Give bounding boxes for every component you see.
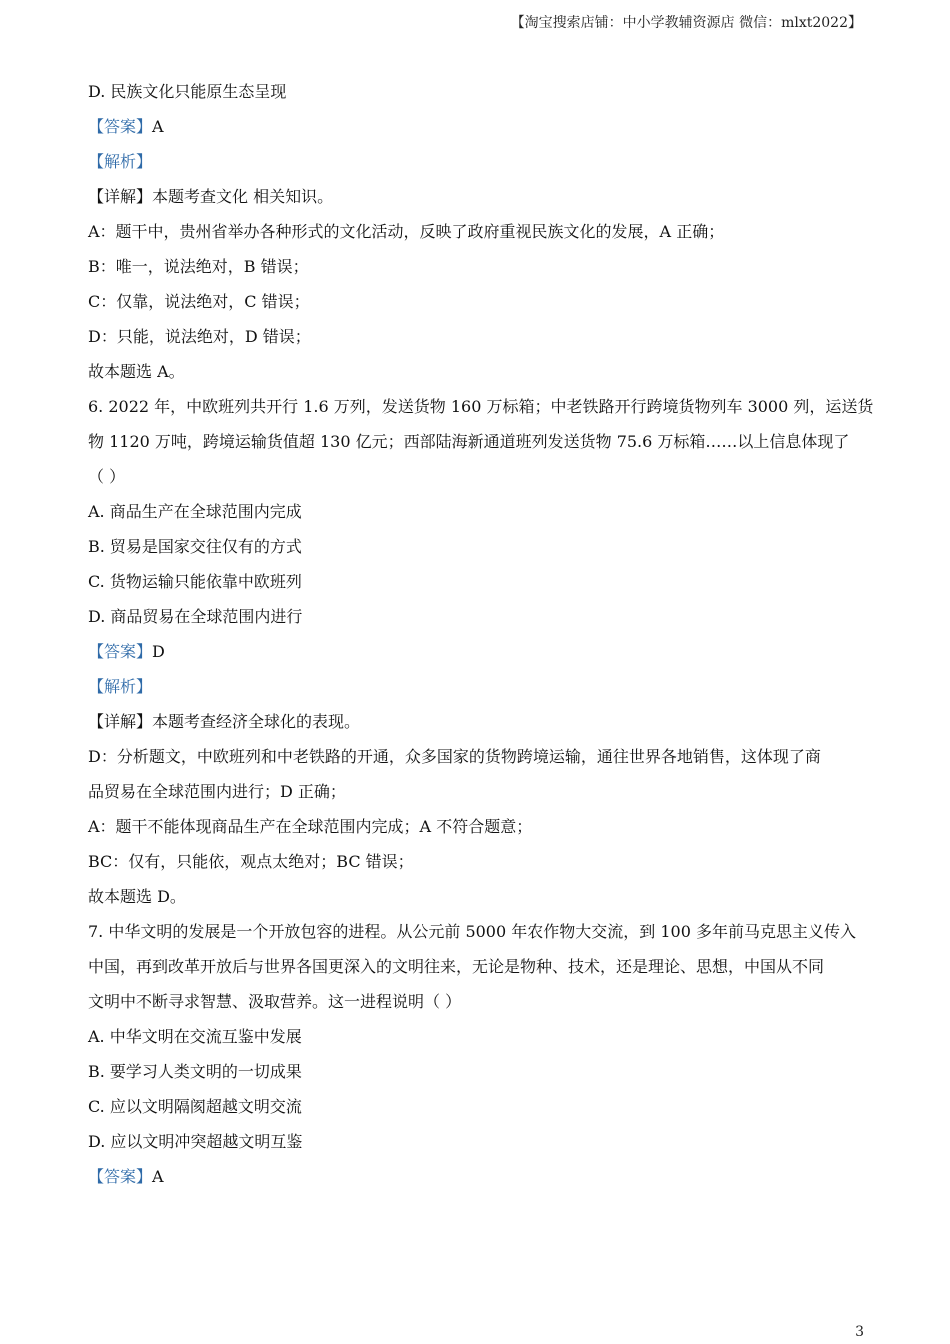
line-text: A. 商品生产在全球范围内完成	[88, 502, 302, 521]
line-text: D. 民族文化只能原生态呈现	[88, 82, 287, 101]
line-text: B. 要学习人类文明的一切成果	[88, 1062, 302, 1081]
line-text: A：题干中，贵州省举办各种形式的文化活动，反映了政府重视民族文化的发展，A 正确；	[88, 222, 725, 241]
text-line	[88, 179, 868, 214]
section-marker-line	[88, 109, 868, 144]
text-line	[88, 529, 868, 564]
text-line	[88, 249, 868, 284]
text-line	[88, 564, 868, 599]
text-line	[88, 1124, 868, 1159]
section-marker-line	[88, 669, 868, 704]
section-tag: 【答案】	[88, 117, 153, 136]
text-line	[88, 914, 868, 949]
line-text: 6. 2022 年，中欧班列共开行 1.6 万列，发送货物 160 万标箱；中老铁路开行跨境货物列车 3000 列，运送货	[88, 397, 874, 416]
section-marker-line	[88, 144, 868, 179]
section-tag: 【答案】	[88, 642, 153, 661]
page-number: 3	[855, 1324, 864, 1340]
line-text: 中国，再到改革开放后与世界各国更深入的文明往来，无论是物种、技术，还是理论、思想，中国从不同	[88, 957, 825, 976]
line-text: A	[152, 1167, 164, 1186]
section-tag: 【答案】	[88, 1167, 153, 1186]
line-text: D. 应以文明冲突超越文明互鉴	[88, 1132, 303, 1151]
text-line	[88, 704, 868, 739]
line-text: D：分析题文，中欧班列和中老铁路的开通，众多国家的货物跨境运输，通往世界各地销售，这体现了商	[88, 747, 821, 766]
text-line	[88, 74, 868, 109]
section-tag: 【解析】	[88, 677, 153, 696]
section-marker-line	[88, 1159, 868, 1194]
text-line	[88, 354, 868, 389]
text-line	[88, 424, 868, 459]
line-text: 【详解】本题考查经济全球化的表现。	[88, 712, 361, 731]
line-text: D：只能，说法绝对，D 错误；	[88, 327, 311, 346]
line-text: A：题干不能体现商品生产在全球范围内完成；A 不符合题意；	[88, 817, 533, 836]
text-line	[88, 879, 868, 914]
line-text: D	[152, 642, 165, 661]
text-line	[88, 599, 868, 634]
text-line	[88, 319, 868, 354]
line-text: C. 货物运输只能依靠中欧班列	[88, 572, 302, 591]
text-line	[88, 494, 868, 529]
text-line	[88, 739, 868, 774]
line-text: 品贸易在全球范围内进行；D 正确；	[88, 782, 346, 801]
line-text: 故本题选 D。	[88, 887, 186, 906]
text-line	[88, 1089, 868, 1124]
line-text: B. 贸易是国家交往仅有的方式	[88, 537, 302, 556]
text-line	[88, 984, 868, 1019]
text-line	[88, 459, 868, 494]
text-line	[88, 949, 868, 984]
line-text: A	[152, 117, 164, 136]
line-text: C：仅靠，说法绝对，C 错误；	[88, 292, 310, 311]
text-line	[88, 1054, 868, 1089]
text-line	[88, 809, 868, 844]
line-text: D. 商品贸易在全球范围内进行	[88, 607, 303, 626]
line-text: 物 1120 万吨，跨境运输货值超 130 亿元；西部陆海新通道班列发送货物 75.6 万标箱……以上信息体现了	[88, 432, 850, 451]
text-line	[88, 284, 868, 319]
line-text: 文明中不断寻求智慧、汲取营养。这一进程说明（ ）	[88, 992, 462, 1011]
line-text: C. 应以文明隔阂超越文明交流	[88, 1097, 302, 1116]
line-text: 故本题选 A。	[88, 362, 185, 381]
line-text: BC：仅有，只能依，观点太绝对；BC 错误；	[88, 852, 414, 871]
section-marker-line	[88, 634, 868, 669]
text-line	[88, 214, 868, 249]
text-line	[88, 774, 868, 809]
text-line	[88, 844, 868, 879]
line-text: （ ）	[88, 467, 126, 486]
line-text: A. 中华文明在交流互鉴中发展	[88, 1027, 302, 1046]
line-text: 【详解】本题考查文化 相关知识。	[88, 187, 334, 206]
section-tag: 【解析】	[88, 152, 153, 171]
document-body	[88, 74, 874, 1194]
page-header-watermark: 【淘宝搜索店铺：中小学教辅资源店 微信：mlxt2022】	[510, 15, 862, 31]
line-text: 7. 中华文明的发展是一个开放包容的进程。从公元前 5000 年农作物大交流，到 100 多年前马克思主义传入	[88, 922, 856, 941]
text-line	[88, 1019, 868, 1054]
line-text: B：唯一，说法绝对，B 错误；	[88, 257, 309, 276]
text-line	[88, 389, 874, 424]
